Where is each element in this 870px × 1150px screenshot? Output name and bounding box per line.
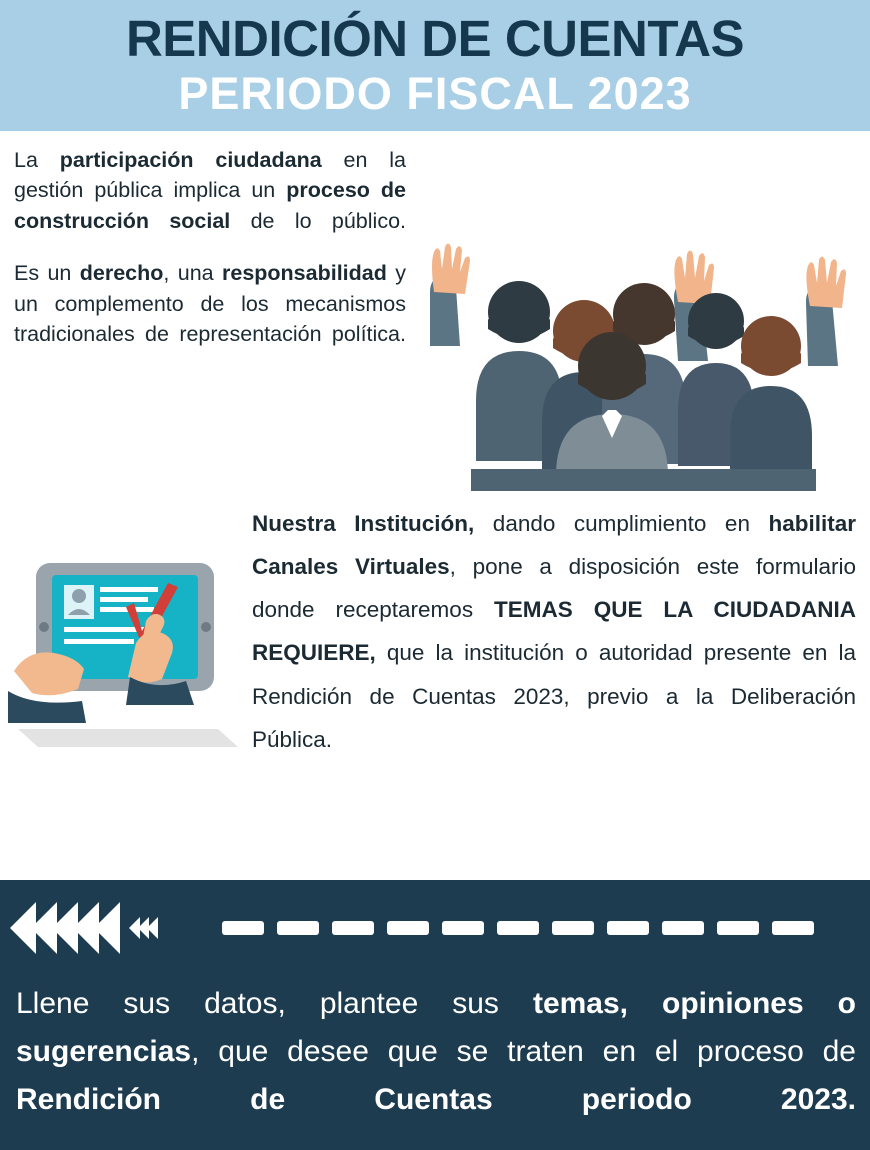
institution-text-block	[252, 502, 856, 761]
dash-segment	[442, 921, 484, 935]
footer-callout	[0, 880, 870, 1150]
mid-text-1: dando cumplimiento en	[474, 510, 769, 536]
dashed-line-decoration	[222, 921, 814, 935]
intro-p1-bold2: proceso de construcción social	[14, 178, 406, 233]
dash-segment	[607, 921, 649, 935]
institution-section	[0, 496, 870, 861]
mid-bold-2: habilitar Canales Virtuales	[252, 510, 857, 579]
intro-p2-bold1: derecho	[79, 261, 164, 286]
page-subtitle: PERIODO FISCAL 2023	[178, 67, 692, 119]
mid-text-3: que la institución o autoridad presente en la Rendición de Cuentas 2023, previo a la Deliberación Pública.	[252, 640, 856, 752]
dash-segment	[387, 921, 429, 935]
footer-text-1: Llene sus datos, plantee sus	[16, 987, 533, 1020]
intro-p2-bold2: responsabilidad	[222, 261, 387, 286]
mid-bold-3: TEMAS QUE LA CIUDADANIA REQUIERE,	[252, 597, 856, 666]
intro-paragraph-2	[14, 258, 406, 350]
chevron-arrows-decoration	[10, 902, 156, 954]
footer-text-2: , que desee que se traten en el proceso de	[191, 1035, 856, 1068]
mid-text-2: , pone a disposición este formulario donde receptaremos	[252, 553, 857, 623]
chevron-left-small-icon	[147, 917, 158, 939]
footer-bold-1: temas, opiniones o sugerencias	[16, 987, 857, 1068]
footer-bold-2: Rendición de Cuentas periodo 2023.	[16, 1083, 856, 1116]
intro-p1-bold1: participación ciudadana	[59, 147, 322, 172]
intro-section	[0, 131, 870, 496]
hands-tablet-checkmark-icon	[8, 551, 248, 751]
mid-bold-1: Nuestra Institución,	[252, 510, 475, 536]
intro-p1-text1: La	[14, 147, 60, 172]
intro-p1-text2: en la gestión pública implica un	[14, 147, 406, 203]
intro-p2-text1: Es un	[14, 261, 80, 286]
footer-instruction-text	[16, 980, 856, 1124]
chevron-left-icon	[94, 902, 120, 954]
page-title: RENDICIÓN DE CUENTAS	[125, 10, 745, 67]
header-banner	[0, 0, 870, 131]
dash-segment	[332, 921, 374, 935]
dash-segment	[222, 921, 264, 935]
dash-segment	[772, 921, 814, 935]
dash-segment	[717, 921, 759, 935]
dash-segment	[277, 921, 319, 935]
dash-segment	[497, 921, 539, 935]
intro-text-block	[14, 145, 406, 350]
intro-p2-text3: y un complemento de los mecanismos tradicionales de representación política.	[14, 261, 406, 347]
intro-paragraph-1	[14, 145, 406, 237]
dash-segment	[552, 921, 594, 935]
intro-p1-text3: de lo público.	[230, 208, 406, 233]
intro-p2-text2: , una	[163, 261, 222, 286]
crowd-raising-hands-icon	[416, 226, 856, 491]
dash-segment	[662, 921, 704, 935]
